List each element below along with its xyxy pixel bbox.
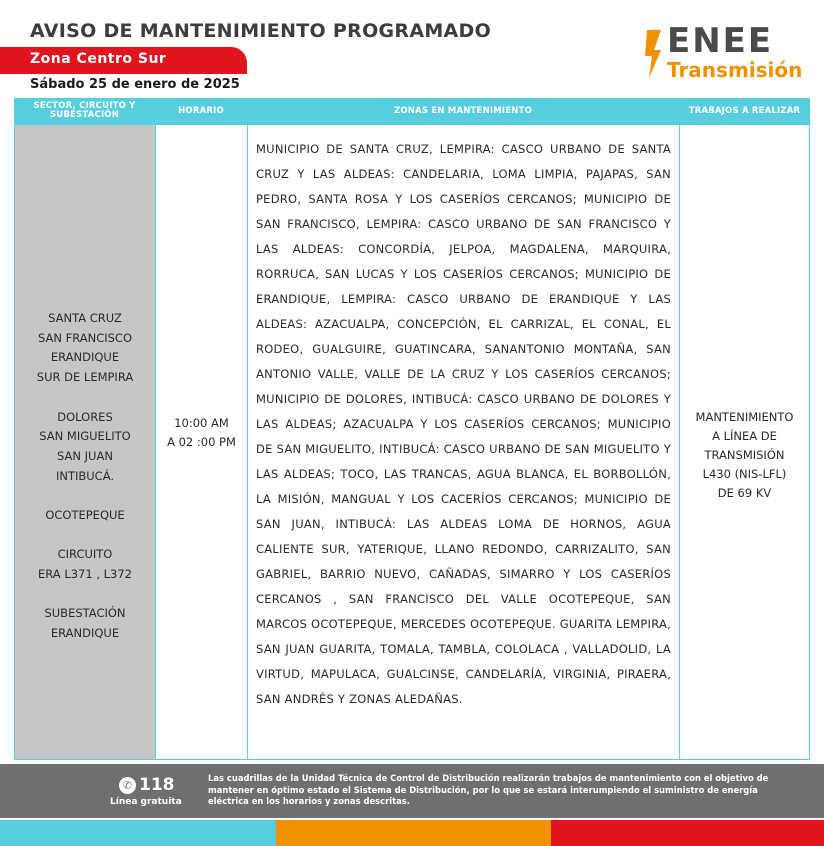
horario-cell [156, 125, 248, 759]
footer-note: Las cuadrillas de la Unidad Técnica de Control de Distribución realizarán trabajos de mantenimiento con el objetivo de mantener en óptimo estado el Sistema de Distribución, por lo que se estará interumpiendo el suministro de energía eléctrica en los horarios y zonas descritas. [208, 773, 769, 806]
trabajos-cell [680, 125, 809, 759]
zonas-text: MUNICIPIO DE SANTA CRUZ, LEMPIRA: CASCO URBANO DE SANTA CRUZ Y LAS ALDEAS: CANDELARIA, LOMA LIMPIA, PAJAPAS, SAN PEDRO, SANTA ROSA Y LOS CASERÍOS CERCANOS; MUNICIPIO DE SAN FRANCISCO, LEMPIRA: CASCO URBANO DE SAN FRANCISCO Y LAS ALDEAS: CONCORDÍA, JELPOA, MAGDALENA, MARQUIRA, RORRUCA, SAN LUCAS Y LOS CASERÍOS CERCANOS; MUNICIPIO DE ERANDIQUE, LEMPIRA: CASCO URBANO DE ERANDIQUE Y LAS ALDEAS: AZACUALPA, CONCEPCIÓN, EL CARRIZAL, EL CONAL, EL RODEO, GUALGUIRE, GUATINCARA, SANANTONIO MONTAÑA, SAN ANTONIO VALLE, VALLE DE LA CRUZ Y LOS CASERÍOS CERCANOS; MUNICIPIO DE DOLORES, INTIBUCÁ: CASCO URBANO DE DOLORES Y LAS ALDEAS; AZACUALPA Y LOS CASERÍOS CERCANOS; MUNICIPIO DE SAN MIGUELITO, INTIBUCÁ: CASCO URBANO DE SAN MIGUELITO Y LAS ALDEAS; TOCO, LAS TRANCAS, AGUA BLANCA, EL BORBOLLÓN, LA MISIÓN, MANGUAL Y LOS CACERÍOS CERCANOS; MUNICIPIO DE SAN JUAN, INTIBUCÁ: LAS ALDEAS LOMA DE HORNOS, AGUA CALIENTE SUR, YATERIQUE, LLANO REDONDO, CARRIZALITO, SAN GABRIEL, BARRIO NUEVO, CAÑADAS, SIMARRO Y LOS CASERÍOS CERCANOS , SAN FRANCISCO DEL VALLE OCOTEPEQUE, SAN MARCOS OCOTEPEQUE, MERCEDES OCOTEPEQUE. GUARITA LEMPIRA, SAN JUAN GUARITA, TOMALA, TAMBLA, COLOLACA , VALLADOLID, LA VIRTUD, MAPULACA, GUALCINSE, CANDELARÍA, VIRGINIA, PIRAERA, SAN ANDRÉS Y ZONAS ALEDAÑAS. [256, 142, 671, 706]
phone-icon: ✆ [119, 777, 136, 794]
logo-subtitle: Transmisión [667, 58, 803, 82]
stripe-red [551, 820, 824, 846]
header-trabajos: TRABAJOS A REALIZAR [688, 105, 801, 116]
sector-line: SAN MIGUELITO [39, 429, 131, 444]
sector-line: DOLORES [57, 409, 113, 424]
horario-line: A 02 :00 PM [167, 435, 236, 449]
trabajos-line: MANTENIMIENTO [695, 410, 794, 424]
page-title: AVISO DE MANTENIMIENTO PROGRAMADO [30, 20, 492, 42]
header-sector: SECTOR, CIRCUITO Y SUBESTACIÓN [33, 101, 136, 120]
sector-line: SAN FRANCISCO [37, 330, 133, 345]
table-row [14, 124, 810, 760]
logo-name: ENEE [667, 21, 774, 61]
trabajos-list [680, 408, 809, 503]
sector-line: SUBESTACIÓN [44, 606, 126, 621]
enee-logo [645, 21, 810, 88]
sector-line: ERANDIQUE [50, 626, 120, 641]
sector-line [15, 388, 155, 408]
trabajos-line: A LÍNEA DE [712, 429, 777, 443]
sector-line: SANTA CRUZ [48, 311, 122, 325]
sector-line [15, 486, 155, 506]
phone-label: 118 [139, 775, 175, 795]
sector-line: CIRCUITO [57, 547, 113, 562]
trabajos-line: L430 (NIS-LFL) [702, 467, 787, 481]
free-line-label: Línea gratuita [110, 797, 182, 807]
phone-number[interactable] [119, 775, 175, 795]
trabajos-line: TRANSMISIÓN [704, 448, 785, 462]
sector-line: OCOTEPEQUE [45, 508, 125, 522]
stripe-cyan [0, 820, 276, 846]
stripe-orange [276, 820, 551, 846]
header-zonas: ZONAS EN MANTENIMIENTO [393, 105, 533, 116]
sector-line [15, 585, 155, 605]
sector-line: SUR DE LEMPIRA [36, 370, 134, 385]
maintenance-date: Sábado 25 de enero de 2025 [30, 77, 240, 92]
table-header [14, 98, 810, 124]
sector-cell [15, 125, 156, 759]
sector-line: ERA L371 , L372 [38, 567, 132, 582]
sector-list [15, 309, 155, 644]
horario-line: 10:00 AM [174, 416, 229, 430]
horario-list [156, 414, 247, 452]
sector-line [15, 526, 155, 546]
sector-line: INTIBUCÁ. [55, 468, 115, 483]
sector-line: SAN JUAN [57, 448, 113, 463]
sector-line: ERANDIQUE [50, 350, 120, 365]
zonas-cell [248, 125, 680, 759]
zone-label: Zona Centro Sur [30, 51, 167, 67]
lightning-icon [645, 30, 663, 78]
header-horario: HORARIO [178, 105, 224, 116]
trabajos-line: DE 69 KV [717, 486, 772, 500]
